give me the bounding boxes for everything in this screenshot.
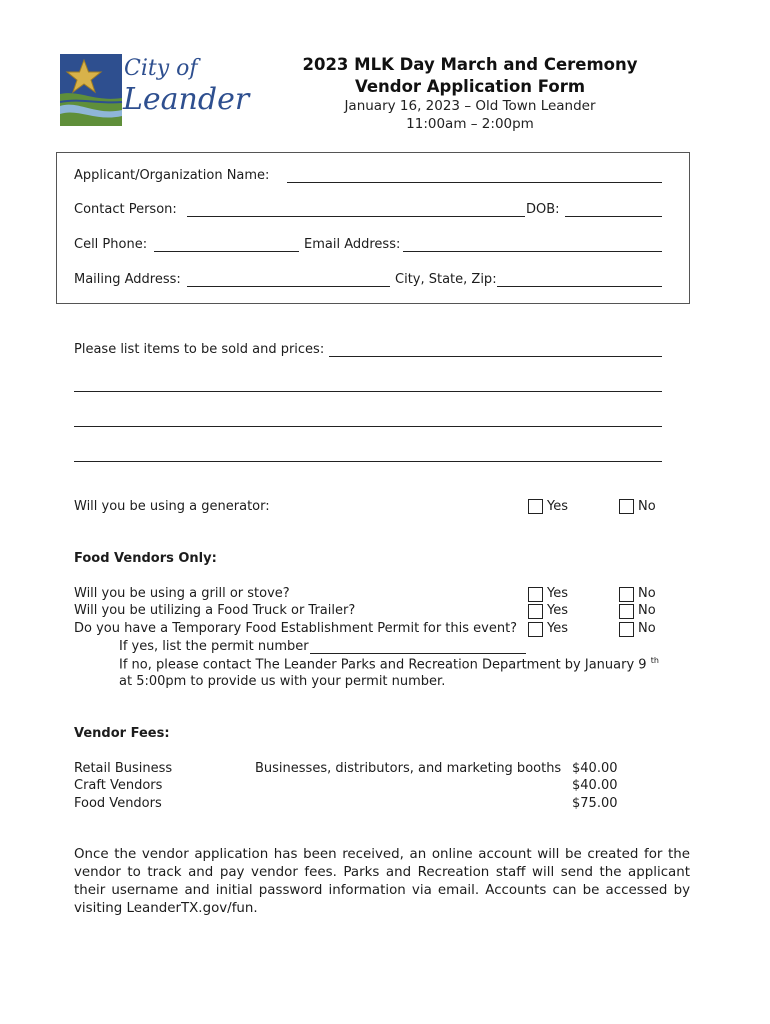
cell-phone-field[interactable] — [154, 251, 299, 252]
org-name-field[interactable] — [287, 182, 662, 183]
permit-number-field[interactable] — [310, 653, 526, 654]
fee-row-name: Craft Vendors — [74, 778, 163, 793]
grill-yes-label: Yes — [547, 586, 568, 601]
generator-yes-label: Yes — [547, 499, 568, 514]
fee-row-price: $40.00 — [572, 778, 618, 793]
cell-phone-label: Cell Phone: — [74, 237, 148, 252]
fee-row-name: Retail Business — [74, 761, 173, 776]
permit-contact-note: If no, please contact The Leander Parks and Recreation Department by January 9 $^{th}$ — [119, 656, 659, 673]
permit-number-label: If yes, list the permit number — [119, 639, 309, 654]
logo-text-city-of: City of — [124, 56, 198, 81]
permit-contact-note-sup: th — [650, 656, 659, 665]
items-sold-field-line-2[interactable] — [74, 391, 662, 392]
food-truck-question: Will you be utilizing a Food Truck or Trailer? — [74, 603, 356, 618]
dob-label: DOB: — [526, 202, 560, 217]
food-truck-no-label: No — [638, 603, 656, 618]
city-logo — [60, 54, 250, 130]
permit-yes-label: Yes — [547, 621, 568, 636]
form-title-line-1: 2023 MLK Day March and Ceremony — [302, 55, 638, 74]
org-name-label: Applicant/Organization Name: — [74, 168, 270, 183]
grill-question: Will you be using a grill or stove? — [74, 586, 290, 601]
permit-no-checkbox[interactable] — [619, 622, 634, 637]
items-sold-field-line-1[interactable] — [329, 356, 662, 357]
permit-question: Do you have a Temporary Food Establishment Permit for this event? — [74, 621, 518, 636]
generator-question: Will you be using a generator: — [74, 499, 270, 514]
food-truck-yes-checkbox[interactable] — [528, 604, 543, 619]
mailing-address-field[interactable] — [187, 286, 390, 287]
vendor-fees-heading: Vendor Fees: — [74, 726, 170, 741]
email-field[interactable] — [403, 251, 662, 252]
dob-field[interactable] — [565, 216, 662, 217]
fee-row-price: $75.00 — [572, 796, 618, 811]
permit-yes-checkbox[interactable] — [528, 622, 543, 637]
account-info-paragraph: Once the vendor application has been received, an online account will be created for the vendor to track and pay vendor fees. Parks and Recreation staff will send the applicant their username and initial password information via email. Accounts can be accessed by visiting LeanderTX.gov/fun. — [74, 847, 690, 916]
city-state-zip-field[interactable] — [497, 286, 662, 287]
fee-row-name: Food Vendors — [74, 796, 162, 811]
permit-contact-note-line-2: at 5:00pm to provide us with your permit number. — [119, 674, 446, 689]
logo-text-leander: Leander — [123, 82, 250, 117]
generator-no-label: No — [638, 499, 656, 514]
generator-no-checkbox[interactable] — [619, 499, 634, 514]
event-date-location: January 16, 2023 – Old Town Leander — [344, 98, 596, 114]
grill-no-label: No — [638, 586, 656, 601]
contact-person-label: Contact Person: — [74, 202, 177, 217]
city-state-zip-label: City, State, Zip: — [395, 272, 497, 287]
fee-row-description: Businesses, distributors, and marketing booths — [255, 761, 562, 776]
mailing-address-label: Mailing Address: — [74, 272, 181, 287]
generator-yes-checkbox[interactable] — [528, 499, 543, 514]
form-title-line-2: Vendor Application Form — [354, 77, 586, 96]
fee-row-price: $40.00 — [572, 761, 618, 776]
event-time: 11:00am – 2:00pm — [406, 116, 534, 132]
food-truck-yes-label: Yes — [547, 603, 568, 618]
items-sold-label: Please list items to be sold and prices: — [74, 342, 325, 357]
contact-person-field[interactable] — [187, 216, 525, 217]
permit-no-label: No — [638, 621, 656, 636]
grill-no-checkbox[interactable] — [619, 587, 634, 602]
items-sold-field-line-3[interactable] — [74, 426, 662, 427]
items-sold-field-line-4[interactable] — [74, 461, 662, 462]
email-label: Email Address: — [304, 237, 401, 252]
food-vendors-heading: Food Vendors Only: — [74, 551, 217, 566]
grill-yes-checkbox[interactable] — [528, 587, 543, 602]
food-truck-no-checkbox[interactable] — [619, 604, 634, 619]
